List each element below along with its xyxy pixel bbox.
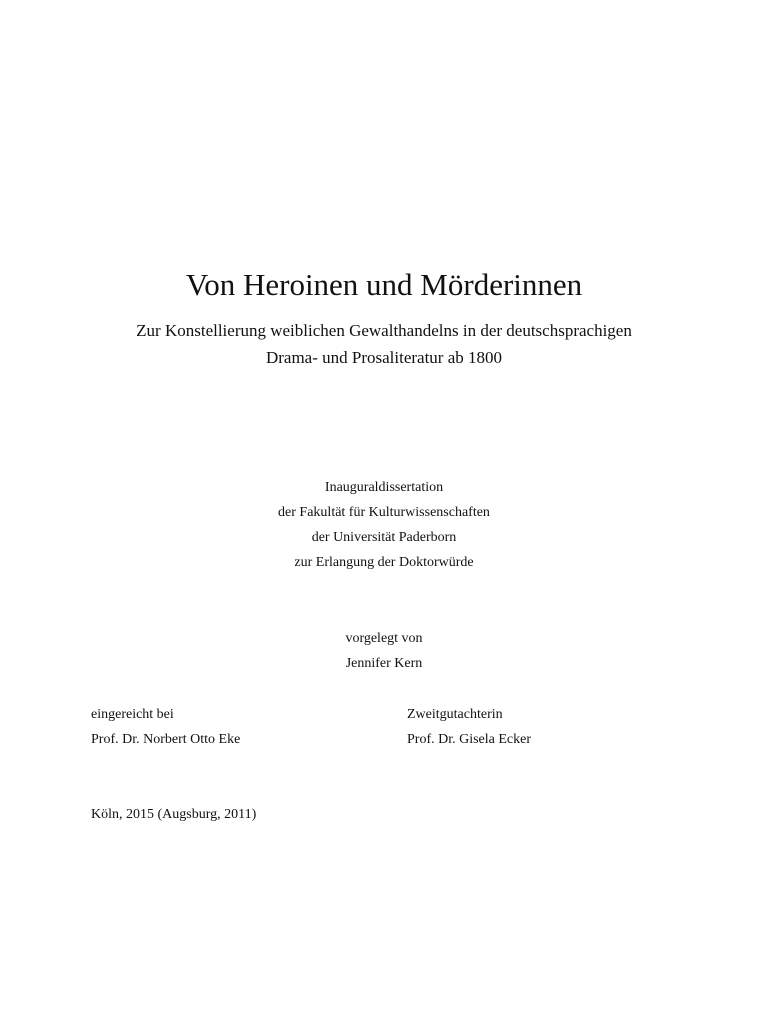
dissertation-line-4: zur Erlangung der Doktorwürde: [294, 555, 474, 570]
second-reviewer-label: Zweitgutachterin: [407, 707, 503, 722]
place-date: Köln, 2015 (Augsburg, 2011): [91, 807, 257, 822]
second-reviewer: Prof. Dr. Gisela Ecker: [407, 732, 532, 747]
subtitle-line-2: Drama- und Prosaliteratur ab 1800: [265, 348, 503, 367]
dissertation-line-3: der Universität Paderborn: [311, 530, 457, 545]
subtitle-line-1: Zur Konstellierung weiblichen Gewalthandelns in der deutschsprachigen: [136, 321, 632, 340]
dissertation-line-2: der Fakultät für Kulturwissenschaften: [278, 505, 490, 520]
first-reviewer: Prof. Dr. Norbert Otto Eke: [91, 732, 241, 747]
dissertation-line-1: Inauguraldissertation: [324, 480, 444, 495]
author-name: Jennifer Kern: [345, 656, 423, 671]
document-title: Von Heroinen und Mörderinnen: [185, 267, 583, 302]
presented-by-label: vorgelegt von: [345, 631, 423, 646]
submitted-at-label: eingereicht bei: [91, 707, 174, 722]
